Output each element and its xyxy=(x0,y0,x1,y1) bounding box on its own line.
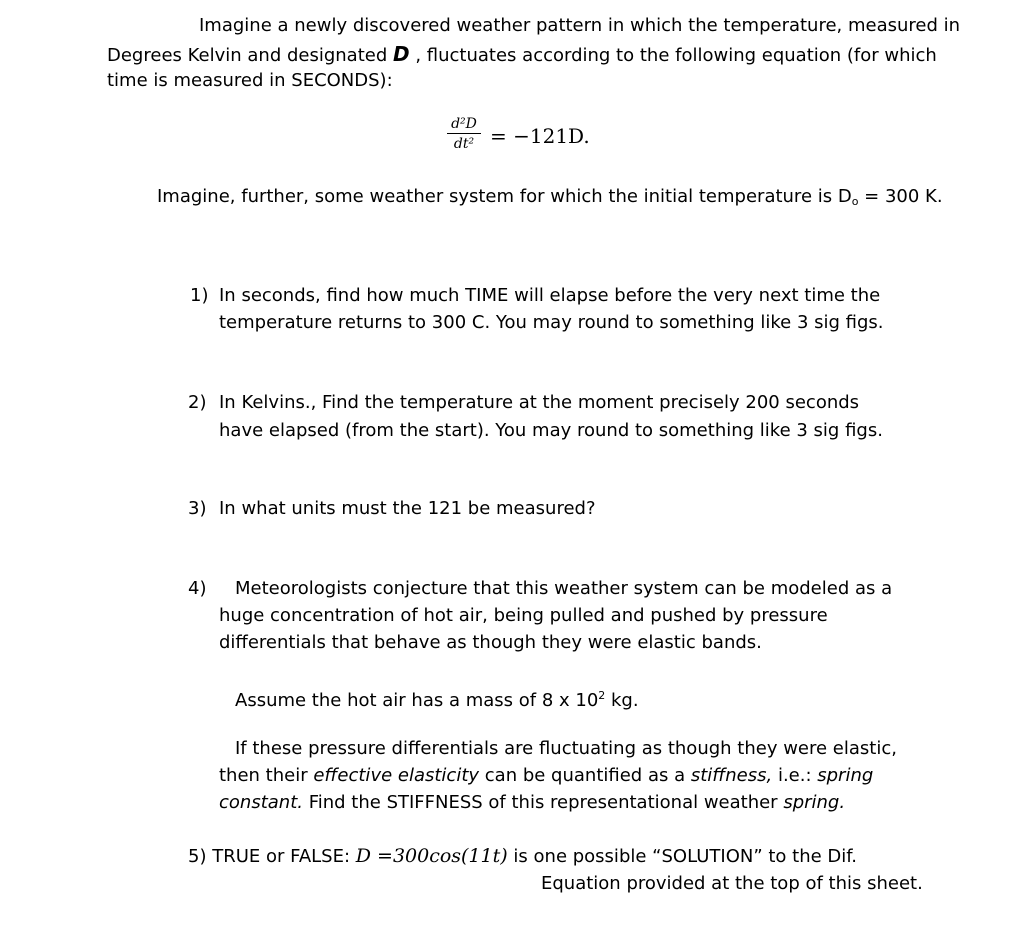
q4-number: 4) xyxy=(188,578,207,599)
intro-line-1: Imagine a newly discovered weather pattern in which the temperature, measured in xyxy=(199,15,961,36)
equation-rhs: = −121D. xyxy=(490,124,590,148)
q4-mass-b: kg. xyxy=(605,690,639,711)
q4-p2-line-2-a: then their xyxy=(219,765,314,786)
q4-line-1: Meteorologists conjecture that this weather system can be modeled as a xyxy=(235,578,893,599)
further-text: Imagine, further, some weather system for which the initial temperature is D xyxy=(157,186,852,207)
q5-lead: TRUE or FALSE: xyxy=(212,846,356,867)
q4-line-3: differentials that behave as though they were elastic bands. xyxy=(219,632,762,653)
intro-line-2 xyxy=(107,42,937,68)
q5-line-2: Equation provided at the top of this sheet. xyxy=(541,873,923,894)
further-subscript: o xyxy=(851,195,859,208)
intro-line-3: time is measured in SECONDS): xyxy=(107,70,393,91)
q4-mass xyxy=(235,684,639,713)
q5-number: 5) xyxy=(188,846,207,867)
q5-tail: is one possible “SOLUTION” to the Dif. xyxy=(507,846,858,867)
q2-line-2: have elapsed (from the start). You may round to something like 3 sig figs. xyxy=(219,420,883,441)
q2-number: 2) xyxy=(188,392,207,413)
q4-mass-exponent: 2 xyxy=(598,689,606,702)
q3-number: 3) xyxy=(188,498,207,519)
q5-line-1 xyxy=(188,844,857,869)
q1-number: 1) xyxy=(190,285,209,306)
equation-fraction xyxy=(447,115,481,154)
q4-p2-line-1: If these pressure differentials are fluctuating as though they were elastic, xyxy=(235,738,897,759)
equation-numerator: d²D xyxy=(447,115,481,134)
q4-spring: spring xyxy=(817,765,874,786)
q1-line-2: temperature returns to 300 C. You may round to something like 3 sig figs. xyxy=(219,312,884,333)
q4-p2-line-3-b: Find the STIFFNESS of this representational weather xyxy=(302,792,784,813)
further-tail: = 300 K. xyxy=(858,186,943,207)
q4-p2-line-2 xyxy=(219,764,873,788)
intro-line-2-b: , fluctuates according to the following equation (for which xyxy=(415,45,937,66)
q4-spring-end: spring. xyxy=(783,792,846,813)
q4-line-2: huge concentration of hot air, being pulled and pushed by pressure xyxy=(219,605,828,626)
intro-line-2-a: Degrees Kelvin and designated xyxy=(107,45,388,66)
variable-d: D xyxy=(393,42,410,66)
q4-constant: constant. xyxy=(219,792,303,813)
q4-p2-line-3 xyxy=(219,791,845,815)
equation-denominator: dt² xyxy=(453,136,475,152)
q1-line-1: In seconds, find how much TIME will elapse before the very next time the xyxy=(219,285,881,306)
further-statement xyxy=(157,185,943,214)
q4-p2-line-2-c: i.e.: xyxy=(772,765,818,786)
q2-line-1: In Kelvins., Find the temperature at the moment precisely 200 seconds xyxy=(219,392,860,413)
q5-expression: D =300cos(11t) xyxy=(355,845,508,867)
q4-mass-a: Assume the hot air has a mass of 8 x 10 xyxy=(235,690,599,711)
q4-effective-elasticity: effective elasticity xyxy=(313,765,480,786)
q4-stiffness: stiffness, xyxy=(690,765,773,786)
q4-p2-line-2-b: can be quantified as a xyxy=(479,765,691,786)
q3-line-1: In what units must the 121 be measured? xyxy=(219,498,596,519)
